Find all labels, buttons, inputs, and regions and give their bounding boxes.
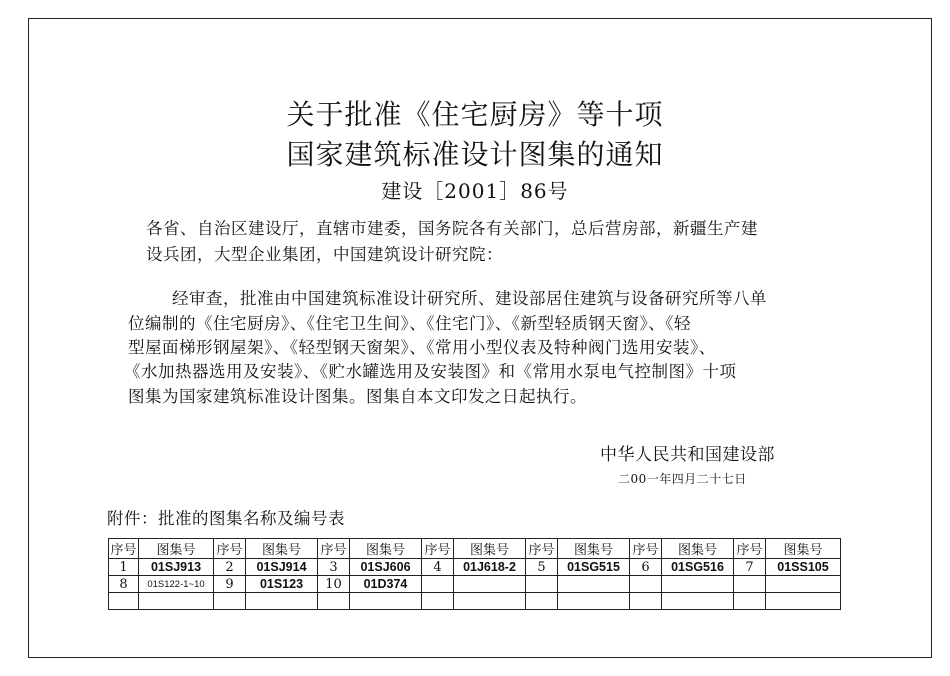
table-cell [630,576,662,593]
table-cell [454,576,526,593]
addressee-line1: 各省、自治区建设厅，直辖市建委，国务院各有关部门，总后营房部，新疆生产建 [146,219,758,238]
table-cell: 8 [109,576,139,593]
table-cell [214,593,246,610]
header-cell: 序号 [734,539,766,559]
header-cell: 图集号 [246,539,318,559]
table-row [109,559,841,576]
table-cell [734,576,766,593]
table-cell: 6 [630,559,662,576]
header-cell: 图集号 [558,539,630,559]
table-cell [526,593,558,610]
table-cell: 4 [422,559,454,576]
header-cell: 序号 [214,539,246,559]
table-cell [350,593,422,610]
table-cell: 9 [214,576,246,593]
table-cell: 01SS105 [766,559,841,576]
table-cell [422,593,454,610]
signature-ministry: 中华人民共和国建设部 [600,445,775,465]
table-row [109,576,841,593]
body-line: 《水加热器选用及安装》、《贮水罐选用及安装图》和《常用水泵电气控制图》十项 [124,362,737,381]
table-cell: 5 [526,559,558,576]
table-cell [109,593,139,610]
table-cell [630,593,662,610]
table-cell: 01SG516 [662,559,734,576]
table-cell [558,593,630,610]
header-cell: 图集号 [350,539,422,559]
header-cell: 序号 [109,539,139,559]
header-cell: 图集号 [454,539,526,559]
table-cell [526,576,558,593]
table-cell: 01SJ913 [139,559,214,576]
header-cell: 序号 [630,539,662,559]
table-cell [454,593,526,610]
table-cell: 01SG515 [558,559,630,576]
notice-title-line1: 关于批准《住宅厨房》等十项 [286,98,664,131]
table-cell: 01S123 [246,576,318,593]
notice-title-line2: 国家建筑标准设计图集的通知 [286,138,664,171]
table-cell [558,576,630,593]
table-cell [662,593,734,610]
table-cell: 01SJ606 [350,559,422,576]
table-cell: 01S122-1~10 [139,576,214,593]
atlas-table [108,538,841,610]
table-cell: 3 [318,559,350,576]
table-cell: 7 [734,559,766,576]
signature-date: 二00一年四月二十七日 [618,472,747,486]
header-cell: 序号 [526,539,558,559]
table-row [109,593,841,610]
table-cell: 1 [109,559,139,576]
table-cell [422,576,454,593]
body-line: 位编制的《住宅厨房》、《住宅卫生间》、《住宅门》、《新型轻质钢天窗》、《轻 [128,314,691,333]
header-cell: 序号 [422,539,454,559]
header-cell: 图集号 [766,539,841,559]
table-cell: 10 [318,576,350,593]
table-cell [139,593,214,610]
header-cell: 图集号 [662,539,734,559]
attachment-title: 附件：批准的图集名称及编号表 [107,509,345,528]
document-number: 建设［2001］86号 [381,179,569,203]
table-cell: 01D374 [350,576,422,593]
table-cell [246,593,318,610]
header-cell: 图集号 [139,539,214,559]
body-line: 经审查，批准由中国建筑标准设计研究所、建设部居住建筑与设备研究所等八单 [172,289,767,308]
table-header-row [109,539,841,559]
header-cell: 序号 [318,539,350,559]
body-line: 图集为国家建筑标准设计图集。图集自本文印发之日起执行。 [128,387,587,406]
table-cell: 01SJ914 [246,559,318,576]
table-cell: 2 [214,559,246,576]
table-cell: 01J618-2 [454,559,526,576]
table-cell [662,576,734,593]
table-cell [734,593,766,610]
addressee-line2: 设兵团，大型企业集团，中国建筑设计研究院： [146,245,503,264]
table-cell [318,593,350,610]
table-cell [766,593,841,610]
table-cell [766,576,841,593]
body-line: 型屋面梯形钢屋架》、《轻型钢天窗架》、《常用小型仪表及特种阀门选用安装》、 [128,338,716,357]
